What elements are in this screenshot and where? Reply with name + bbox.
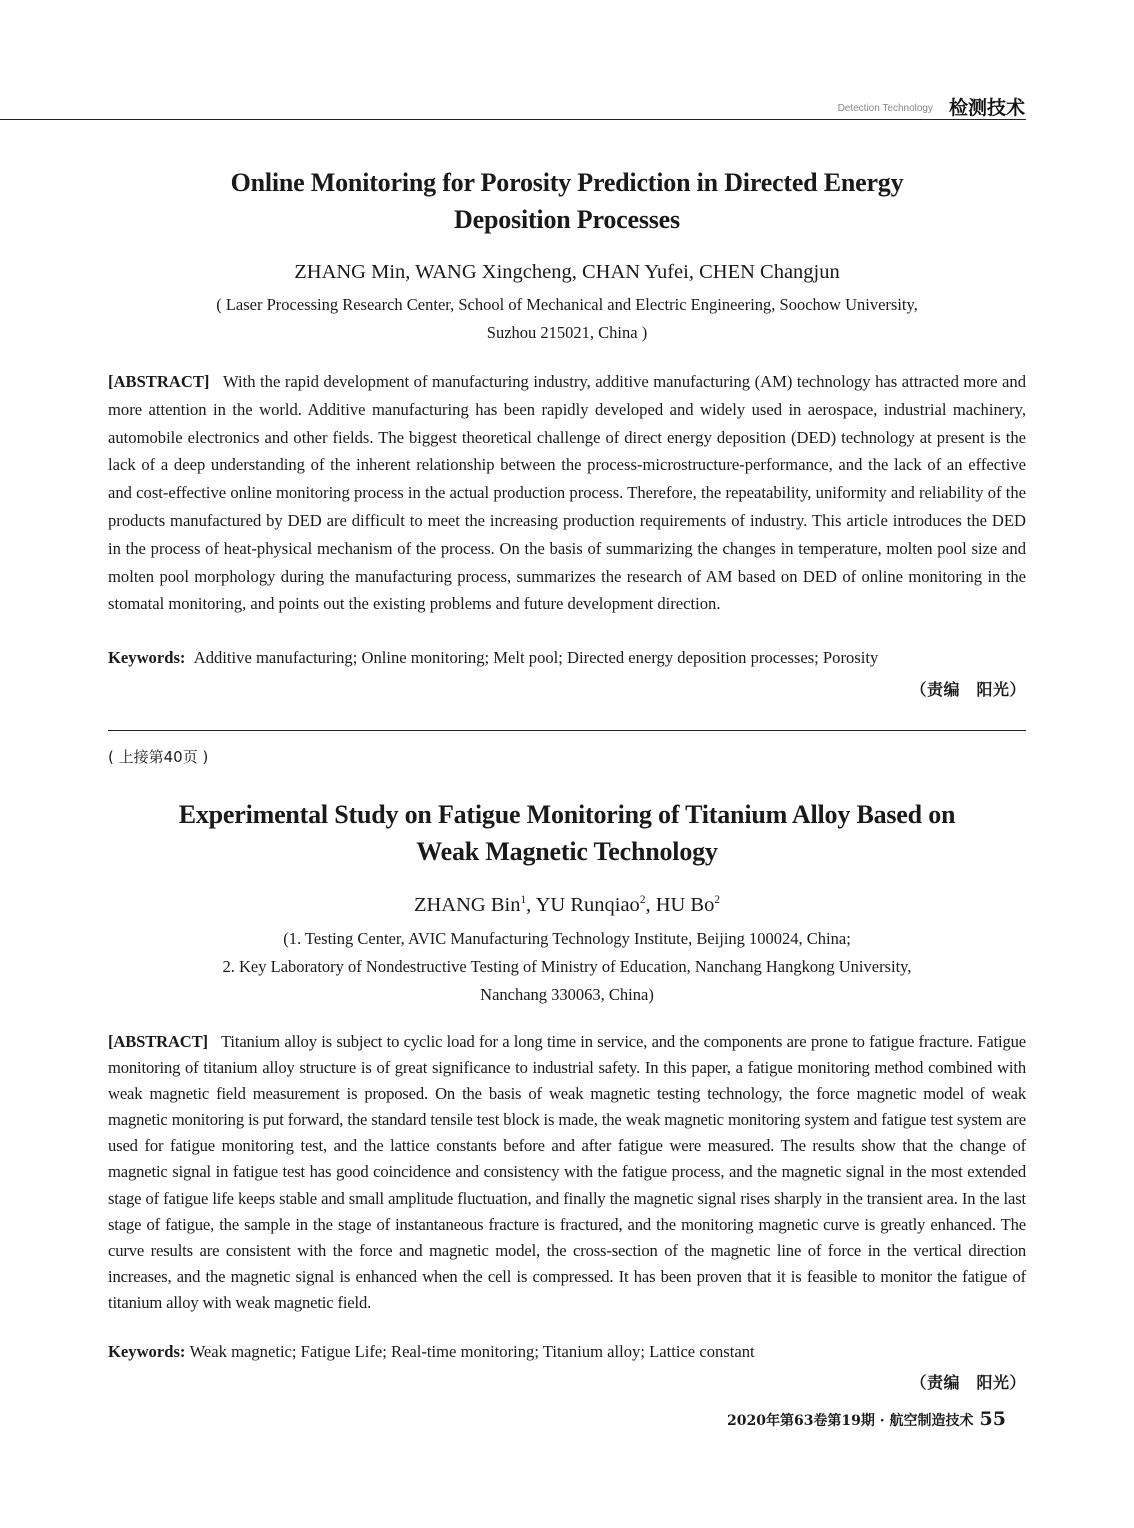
article2-keywords-label: Keywords:	[108, 1342, 186, 1361]
article1-title	[108, 164, 1026, 238]
continued-from-note: ( 上接第40页 )	[108, 748, 209, 766]
article2-author-1-affil-mark: 1	[520, 894, 527, 907]
article2-keywords-text: Weak magnetic; Fatigue Life; Real-time monitoring; Titanium alloy; Lattice constant	[189, 1342, 755, 1361]
article1-keywords	[108, 648, 1026, 668]
article1-abstract	[108, 368, 1026, 618]
article1-title-line1: Online Monitoring for Porosity Prediction in Directed Energy	[230, 168, 904, 197]
article1-keywords-label: Keywords:	[108, 648, 186, 667]
article1-affiliation-line1: ( Laser Processing Research Center, School of Mechanical and Electric Engineering, Soochow University,	[216, 295, 918, 314]
article2-keywords	[108, 1342, 1026, 1362]
article2-affiliation-line1: (1. Testing Center, AVIC Manufacturing Technology Institute, Beijing 100024, China;	[283, 929, 851, 948]
header-rule	[0, 119, 1026, 120]
article1-keywords-text: Additive manufacturing; Online monitoring; Melt pool; Directed energy deposition processes; Porosity	[193, 648, 879, 667]
page-footer	[727, 1408, 1006, 1430]
article2-abstract-label: [ABSTRACT]	[108, 1032, 208, 1051]
article2-title-line1: Experimental Study on Fatigue Monitoring of Titanium Alloy Based on	[178, 800, 956, 829]
article2-editor-note: （责编 阳光）	[910, 1373, 1026, 1392]
article2-abstract	[108, 1029, 1026, 1316]
article2-author-2: YU Runqiao	[535, 894, 640, 916]
article1-affiliation	[108, 291, 1026, 347]
article2-title-line2: Weak Magnetic Technology	[416, 837, 718, 866]
article1-editor-note: （责编 阳光）	[910, 680, 1026, 699]
article1-title-line2: Deposition Processes	[454, 205, 680, 234]
article2-title	[108, 796, 1026, 870]
article2-affiliation	[108, 925, 1026, 1009]
article2-affiliation-line3: Nanchang 330063, China)	[480, 985, 654, 1004]
article2-author-3: HU Bo	[655, 894, 715, 916]
article2-author-3-affil-mark: 2	[714, 894, 721, 907]
page-number: 55	[979, 1408, 1006, 1430]
running-header-english: Detection Technology	[837, 103, 933, 114]
article1-abstract-text: With the rapid development of manufacturing industry, additive manufacturing (AM) technology has attracted more and more attention in the world. Additive manufacturing has been rapidly developed and widely used in aerospace, industrial machinery, automobile electronics and other fields. The biggest theoretical challenge of direct energy deposition (DED) technology at present is the lack of a deep understanding of the inherent relationship between the process-microstructure-performance, and the lack of an effective and cost-effective online monitoring process in the actual production process. Therefore, the repeatability, uniformity and reliability of the products manufactured by DED are difficult to meet the increasing production requirements of industry. This article introduces the DED in the process of heat-physical mechanism of the process. On the basis of summarizing the changes in temperature, molten pool size and molten pool morphology during the manufacturing process, summarizes the research of AM based on DED of online monitoring in the stomatal monitoring, and points out the existing problems and future development direction.	[108, 372, 1026, 614]
article1-abstract-label: [ABSTRACT]	[108, 372, 210, 391]
footer-journal-info: 2020年第63卷第19期 · 航空制造技术	[726, 1413, 974, 1429]
article1-affiliation-line2: Suzhou 215021, China )	[486, 323, 648, 342]
article2-affiliation-line2: 2. Key Laboratory of Nondestructive Testing of Ministry of Education, Nanchang Hangkong University,	[222, 957, 912, 976]
article2-authors: ZHANG Bin$^1$, YU Runqiao$^2$, HU Bo$^2$	[413, 894, 721, 916]
article2-author-2-affil-mark: 2	[639, 894, 646, 907]
article1-authors: ZHANG Min, WANG Xingcheng, CHAN Yufei, CHEN Changjun	[294, 261, 840, 283]
running-header-chinese: 检测技术	[948, 97, 1025, 119]
article2-abstract-text: Titanium alloy is subject to cyclic load for a long time in service, and the components are prone to fatigue fracture. Fatigue monitoring of titanium alloy structure is of great significance to industrial safety. In this paper, a fatigue monitoring method combined with weak magnetic field measurement is proposed. On the basis of weak magnetic testing technology, the force magnetic model of weak magnetic monitoring is put forward, the standard tensile test block is made, the weak magnetic monitoring system and fatigue test system are used for fatigue monitoring test, and the lattice constants before and after fatigue were measured. The results show that the change of magnetic signal in fatigue test has good coincidence and consistency with the fatigue process, and the magnetic signal in the most extended stage of fatigue life keeps stable and small amplitude fluctuation, and finally the magnetic signal rises sharply in the transient area. In the last stage of fatigue, the sample in the stage of instantaneous fracture is fractured, and the monitoring magnetic curve is greatly enhanced. The curve results are consistent with the force and magnetic model, the cross-section of the magnetic line of force in the vertical direction increases, and the magnetic signal is enhanced when the cell is compressed. It has been proven that it is feasible to monitor the fatigue of titanium alloy with weak magnetic field.	[108, 1032, 1026, 1312]
article-divider	[108, 730, 1026, 731]
article2-author-1: ZHANG Bin	[413, 894, 521, 916]
